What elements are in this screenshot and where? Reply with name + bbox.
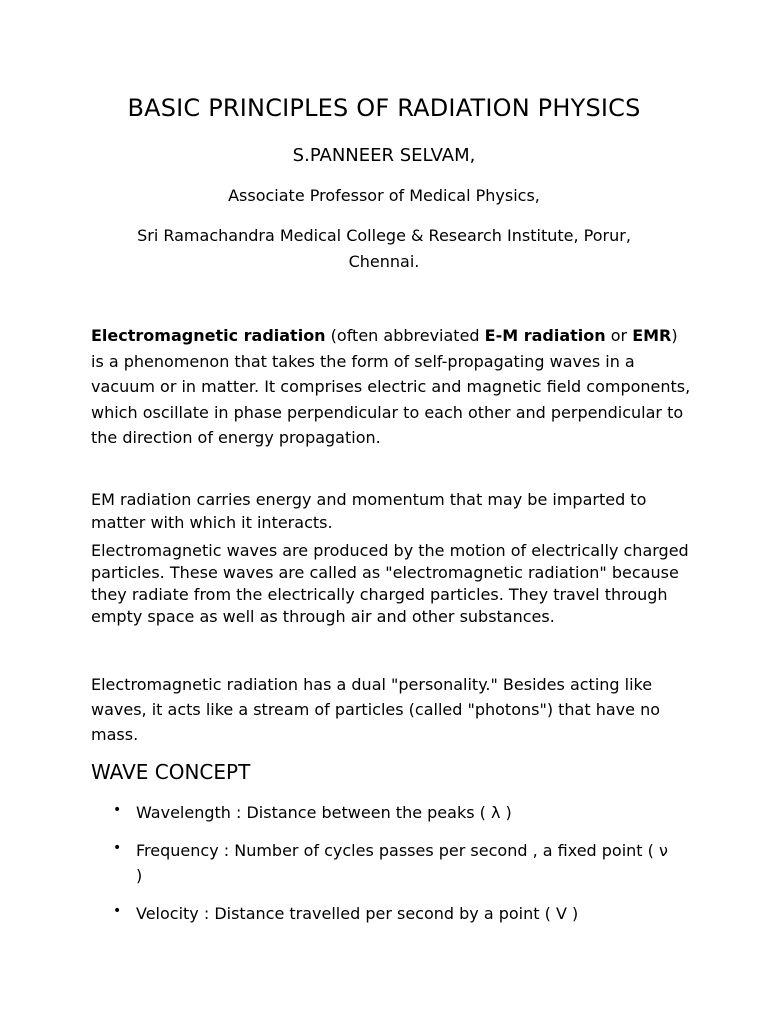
list-item-text: Frequency : Number of cycles passes per second , a fixed point ( ν ) bbox=[136, 841, 668, 885]
bullet-icon: • bbox=[113, 903, 122, 919]
bullet-icon: • bbox=[113, 802, 122, 818]
paragraph-em-definition bbox=[91, 323, 691, 451]
p1-text-1: (often abbreviated bbox=[325, 326, 485, 345]
p1-text-3: ) is a phenomenon that takes the form of self-propagating waves in a vacuum or in matter. It comprises electric and magnetic field components, which oscillate in phase perpendicular to each other and perpendicular to the direction of energy propagation. bbox=[91, 326, 691, 447]
list-item-velocity bbox=[113, 901, 673, 931]
paragraph-energy-momentum: EM radiation carries energy and momentum that may be imparted to matter with which it interacts. bbox=[91, 490, 647, 532]
author-name: S.PANNEER SELVAM, bbox=[292, 145, 476, 166]
document-title: BASIC PRINCIPLES OF RADIATION PHYSICS bbox=[127, 94, 641, 122]
section-heading-wave-concept: WAVE CONCEPT bbox=[91, 760, 251, 784]
paragraph-em-waves-production: Electromagnetic waves are produced by the motion of electrically charged particles. These waves are called as "electromagnetic radiation" because they radiate from the electrically charged particles. They travel through empty space as well as through air and other substances. bbox=[91, 541, 689, 626]
list-item-text: Wavelength : Distance between the peaks ( λ ) bbox=[136, 803, 512, 822]
term-emr: EMR bbox=[632, 326, 672, 345]
author-institute: Sri Ramachandra Medical College & Research Institute, Porur, Chennai. bbox=[137, 226, 631, 271]
bullet-icon: • bbox=[113, 840, 122, 856]
term-em-radiation: E-M radiation bbox=[484, 326, 606, 345]
list-item-wavelength bbox=[113, 800, 673, 838]
wave-concept-list bbox=[113, 800, 673, 931]
p1-text-2: or bbox=[605, 326, 633, 345]
paragraph-dual-personality: Electromagnetic radiation has a dual "personality." Besides acting like waves, it acts like a stream of particles (called "photons") that have no mass. bbox=[91, 675, 660, 744]
term-electromagnetic-radiation: Electromagnetic radiation bbox=[91, 326, 326, 345]
list-item-text: Velocity : Distance travelled per second by a point ( V ) bbox=[136, 904, 579, 923]
list-item-frequency bbox=[113, 838, 673, 901]
author-position: Associate Professor of Medical Physics, bbox=[228, 186, 540, 205]
